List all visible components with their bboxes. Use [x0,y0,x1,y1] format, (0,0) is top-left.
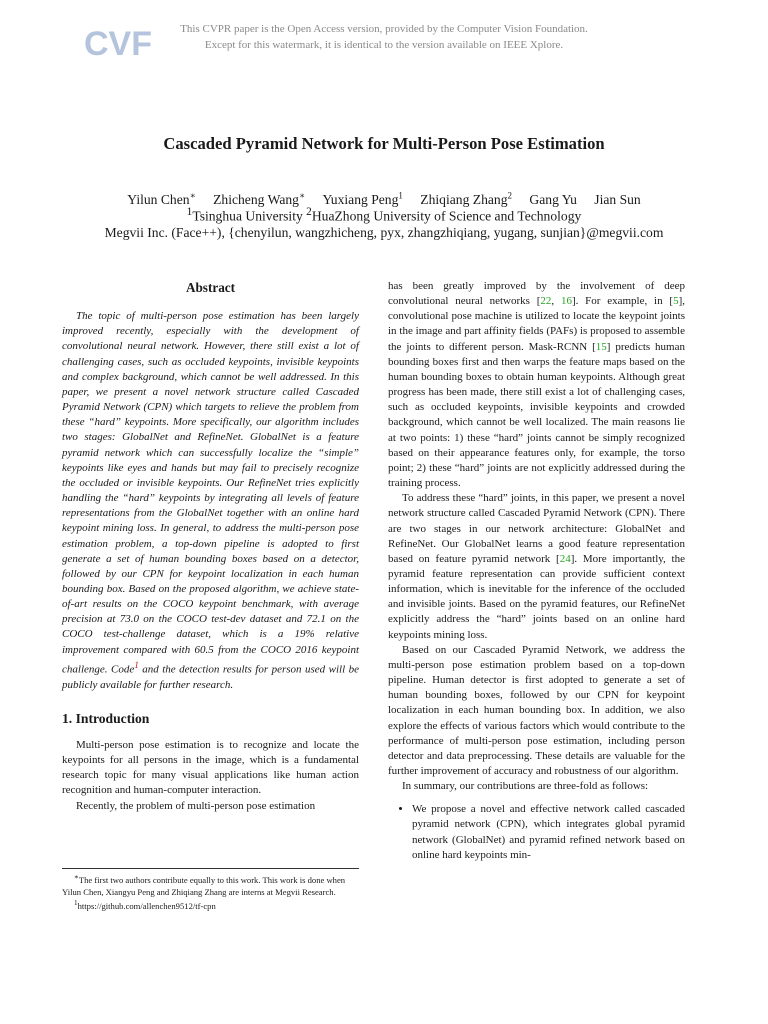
author: Gang Yu [529,191,577,207]
intro-paragraph-1: Multi-person pose estimation is to recognize and locate the keypoints for all persons in the image, which is a fundamental research topic for many visual applications like human action recognition and human-computer interaction. [62,738,359,797]
intro-paragraph-2: Recently, the problem of multi-person pose estimation [76,799,316,812]
citation-link[interactable]: 15 [595,340,607,353]
abstract-body: The topic of multi-person pose estimation has been largely improved recently, especially with the development of convolutional neural network. However, there still exist a lot of challenging cases, such as occluded keypoints, invisible keypoints and complex background, which cannot be well addressed. In this paper, we present a novel network structure called Cascaded Pyramid Network (CPN) which targets to relieve the problem from these “hard” keypoints. More specifically, our algorithm includes two stages: GlobalNet and RefineNet. GlobalNet is a feature pyramid network which can successfully localize the “simple” keypoints like eyes and hands but may fail to precisely recognize the occluded or invisible keypoints. Our RefineNet tries explicitly handling the “hard” keypoints by integrating all levels of feature representations from the GlobalNet together with an online hard keypoint mining loss. In general, to address the multi-person pose estimation problem, a top-down pipeline is adopted to first generate a set of human bounding boxes based on a detector, followed by our CPN for keypoint localization in each human bounding box. Based on the proposed algorithm, we achieve state-of-art results on the COCO keypoint benchmark, with average precision at 73.0 on the COCO test-dev dataset and 72.1 on the COCO test-challenge dataset, which is a 19% relative improvement compared with 60.5 from the COCO 2016 keypoint challenge. Code$^1$ and the detection results for person used will be publicly available for further research. [62,310,360,691]
author: Zhicheng Wang∗ [213,190,306,207]
watermark-line-1: This CVPR paper is the Open Access version, provided by the Computer Vision Foundation. [180,23,588,35]
affiliation-line-1: $^1$Tsinghua University $^2$HuaZhong University of Science and Technology [186,206,582,224]
cvf-logo [84,22,152,63]
abstract-heading: Abstract [185,280,236,295]
watermark-text [150,22,618,53]
watermark-line-2: Except for this watermark, it is identical to the version available on IEEE Xplore. [204,38,564,51]
footnote-2: $^1$https://github.com/allenchen9512/tf-cpn [74,899,216,912]
list-item: • We propose a novel and effective network called cascaded pyramid network (CPN), which integrates global pyramid network (GlobalNet) and pyramid refined network based on online hard keypoints min- [412,802,685,863]
citation-link[interactable]: 24 [559,552,571,565]
intro-paragraph-3: To address these “hard” joints, in this paper, we present a novel network structure called Cascaded Pyramid Network (CPN). There are two stages in our network architecture: GlobalNet and RefineNet. Our GlobalNet learns a good feature representation based on feature pyramid network [24]. More importantly, the pyramid feature representation can provide sufficient context information, which is inevitable for the inference of the occluded and invisible joints. Based on the pyramid features, our RefineNet explicitly address the “hard” joints based on an online hard keypoints mining loss. [388,492,685,641]
svg-text:CVF: CVF [84,25,152,63]
intro-paragraph-2-continued: has been greatly improved by the involvement of deep convolutional neural networks [22, 16]. For example, in [5], convolutional pose machine is utilized to locate the keypoint joints in the image and part affinity fields (PAFs) is proposed to assemble the joints to different person. Mask-RCNN [15] predicts human bounding boxes first and then warps the feature maps based on the human bounding boxes to obtain human keypoints. Although great progress has been made, there still exist a lot of challenging cases, such as occluded keypoints, invisible keypoints and crowded background, which cannot be well localized. The main reasons lie at two points: 1) these “hard” joints cannot be simply recognized based on their appearance features only, for example, the torso point; 2) these “hard” joints are not explicitly addressed during the training process. [388,280,685,490]
intro-paragraph-5: In summary, our contributions are three-fold as follows: [402,780,649,793]
left-column [62,280,359,814]
affiliation-line-2: Megvii Inc. (Face++), {chenyilun, wangzhicheng, pyx, zhangzhiqiang, yugang, sunjian}@megvii.com [104,225,664,240]
author: Jian Sun [594,191,641,207]
paper-title: Cascaded Pyramid Network for Multi-Person Pose Estimation [163,134,605,153]
citation-link[interactable]: 5 [673,295,679,308]
footnote-1: ∗The first two authors contribute equally to this work. This work is done when Yilun Chen, Xiangyu Peng and Zhiqiang Zhang are interns at Megvii Research. [62,873,346,897]
intro-paragraph-4: Based on our Cascaded Pyramid Network, we address the multi-person pose estimation problem based on a top-down pipeline. Human detector is first adopted to generate a set of human bounding boxes, followed by our CPN for keypoint localization in each human bounding box. In addition, we also explore the effects of various factors which would contribute to the performance of multi-person pose estimation, including person detector and data preprocessing. These details are valuable for the further improvement of accuracy and robustness of our algorithm. [388,643,685,777]
author: Yilun Chen∗ [127,190,196,207]
citation-link[interactable]: 22 [540,295,552,308]
footnotes [62,868,359,913]
right-column [388,279,685,863]
author: Zhiqiang Zhang$^2$ [420,190,513,207]
citation-link[interactable]: 16 [560,295,572,308]
footnote-ref[interactable]: 1 [134,659,139,670]
footnote-link[interactable]: https://github.com/allenchen9512/tf-cpn [77,901,216,912]
introduction-heading: 1. Introduction [62,710,150,726]
contribution-list [388,802,685,863]
author: Yuxiang Peng$^1$ [322,190,403,207]
